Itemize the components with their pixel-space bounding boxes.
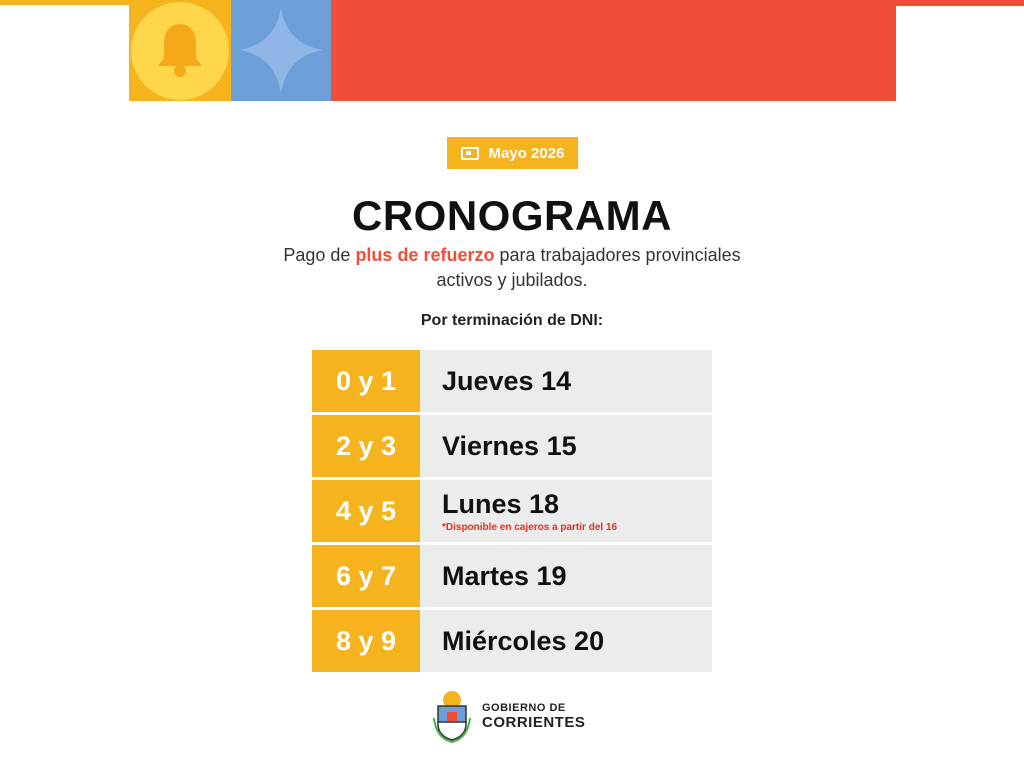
month-badge: [447, 137, 578, 169]
subtitle-suffix: para trabajadores provinciales activos y jubilados.: [436, 245, 741, 290]
dni-digits: 8 y 9: [312, 610, 420, 672]
payment-day-cell: [420, 545, 712, 607]
top-strip-left: [0, 0, 129, 5]
logo-text: [482, 702, 585, 731]
bell-icon: [155, 20, 205, 80]
payment-day: Martes 19: [442, 560, 567, 591]
dni-digits: 6 y 7: [312, 545, 420, 607]
logo-line-1: GOBIERNO DE: [482, 701, 566, 714]
header-banner: [129, 0, 896, 101]
dni-digits: 0 y 1: [312, 350, 420, 412]
payment-day-cell: [420, 480, 712, 542]
payment-day: Viernes 15: [442, 430, 577, 461]
payment-day: Miércoles 20: [442, 625, 605, 656]
dni-label: Por terminación de DNI:: [420, 312, 604, 329]
payment-day-cell: [420, 350, 712, 412]
subtitle: [262, 243, 762, 293]
banner-tile-red: [331, 0, 896, 101]
dni-digits: 2 y 3: [312, 415, 420, 477]
banner-tile-blue: [231, 0, 331, 101]
schedule-row: [312, 350, 712, 412]
schedule-row: [312, 545, 712, 607]
page-title: CRONOGRAMA: [352, 192, 672, 239]
dni-digits: 4 y 5: [312, 480, 420, 542]
banner-tile-yellow: [129, 0, 231, 101]
coat-of-arms-icon: [432, 688, 472, 744]
government-logo: [432, 688, 585, 744]
logo-line-2: CORRIENTES: [482, 713, 586, 731]
top-strip-right: [896, 0, 1024, 6]
payment-day-cell: [420, 415, 712, 477]
schedule-row: [312, 480, 712, 542]
payment-day-cell: [420, 610, 712, 672]
sparkle-icon: [231, 0, 331, 101]
payment-day: Lunes 18: [442, 489, 560, 519]
schedule-row: [312, 415, 712, 477]
payment-note: *Disponible en cajeros a partir del 16: [442, 522, 618, 533]
schedule-table: [312, 350, 712, 675]
subtitle-highlight: plus de refuerzo: [355, 245, 495, 265]
schedule-row: [312, 610, 712, 672]
calendar-icon: [461, 147, 479, 160]
month-label: Mayo 2026: [488, 144, 565, 162]
subtitle-prefix: Pago de: [283, 245, 356, 265]
payment-day: Jueves 14: [442, 365, 572, 396]
